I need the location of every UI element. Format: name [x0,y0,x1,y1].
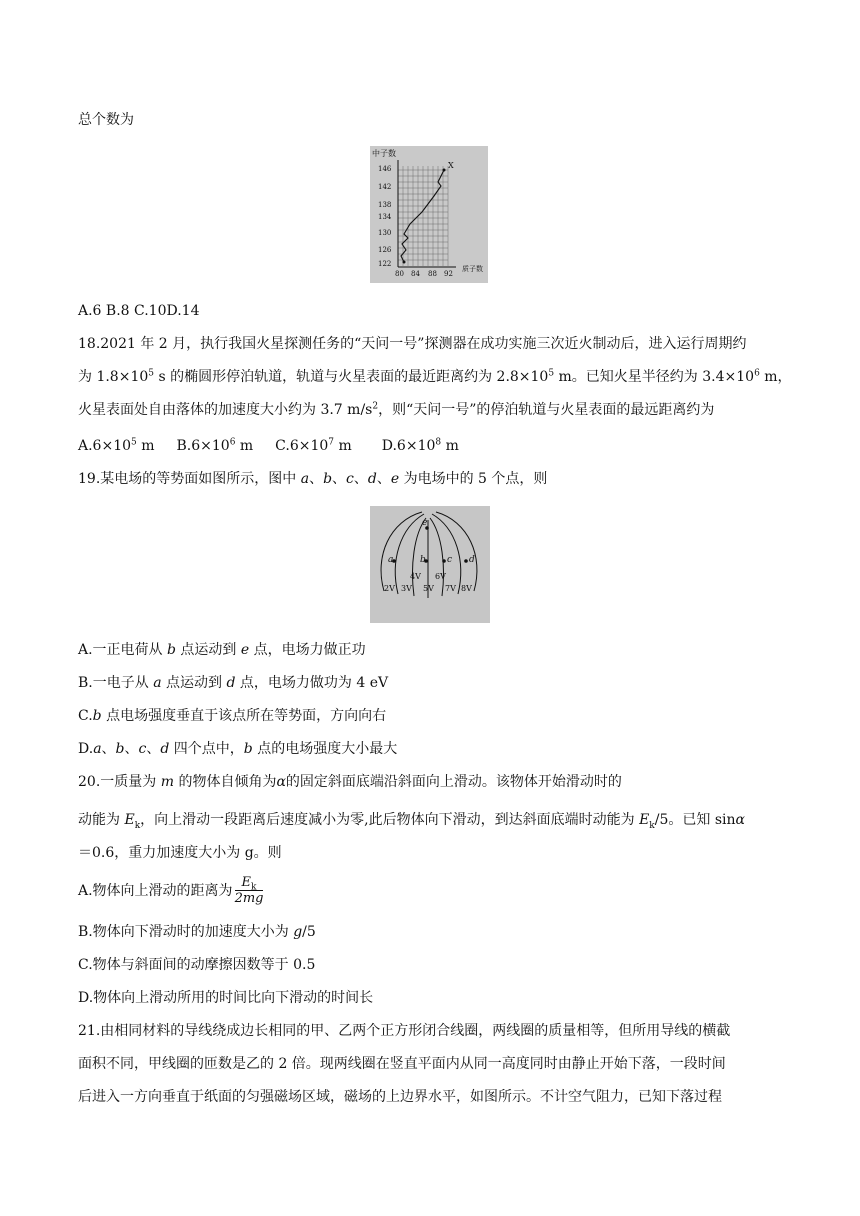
y-tick-label: 122 [378,260,392,268]
q18-option-c: $C.6\times 10^7$ m [275,437,352,454]
q19-option-d: D.a、b、c、d 四个点中，b 点的电场强度大小最大 [78,741,398,757]
q18-stem-line3: 火星表面处自由落体的加速度大小约为 3.7 $m/s^2$，则“天问一号”的停泊轨道与火星表面的最远距离约为 [78,401,715,418]
decay-chain-figure [370,146,488,283]
q19-option-b: B.一电子从 a 点运动到 d 点，电场力做功为 4 eV [78,675,389,691]
x-tick-label: 80 [395,270,404,278]
potential-label: 6V [435,572,446,581]
q21-stem-line3: 后进入一方向垂直于纸面的匀强磁场区域，磁场的上边界水平，如图所示。不计空气阻力，已知下落过程 [78,1089,722,1105]
potential-label: 7V [445,584,456,593]
potential-label: 3V [401,584,412,593]
point-label-a: a [388,555,394,565]
q18-stem-line2: 为 $1.8\times 10^5$ s 的椭圆形停泊轨道，轨道与火星表面的最近距离约为 $2.8\times 10^5$ m。已知火星半径约为 $3.4\times 10^6$ m， [78,368,792,385]
point-label-c: c [447,555,453,565]
x-tick-label: 92 [444,270,453,278]
potential-label: 5V [423,584,434,593]
x-tick-label: 84 [411,270,420,278]
x-tick-label: 88 [428,270,437,278]
point-label-e: e [422,518,428,528]
end-point-label: X [448,161,454,170]
q18-option-a: $A.6\times 10^5$ m [78,437,155,454]
potential-label: 4V [410,572,421,581]
y-tick-label: 134 [378,213,392,221]
y-tick-label: 126 [378,246,392,254]
q19-option-a: A.一正电荷从 b 点运动到 e 点，电场力做正功 [78,642,366,658]
q19-option-c: C.b 点电场强度垂直于该点所在等势面，方向向右 [78,708,387,724]
q20-stem-line2: 动能为 $E_k$，向上滑动一段距离后速度减小为零,此后物体向下滑动，到达斜面底端时动能为 $E_k/5$。已知 sinα [78,812,745,831]
y-axis-title: 中子数 [372,149,396,158]
q20-stem-line3: ＝0.6，重力加速度大小为 g。则 [78,845,282,861]
q20-stem-line1: 20.一质量为 m 的物体自倾角为α的固定斜面底端沿斜面向上滑动。该物体开始滑动时的 [78,774,622,790]
q18-option-b: $B.6\times 10^6$ m [176,437,254,454]
q21-stem-line1: 21.由相同材料的导线绕成边长相同的甲、乙两个正方形闭合线圈，两线圈的质量相等，但所用导线的横截 [78,1023,731,1039]
potential-label: 8V [461,584,472,593]
q20-option-a: A.物体向上滑动的距离为 $\frac{E_k}{2mg}$ [78,875,264,906]
point-label-b: b [420,555,426,565]
potential-label: 2V [384,584,395,593]
point-label-d: d [469,555,475,565]
q21-stem-line2: 面积不同，甲线圈的匝数是乙的 2 倍。现两线圈在竖直平面内从同一高度同时由静止开始下落，一段时间 [78,1056,726,1072]
equipotential-figure [370,506,490,623]
q20-option-c: C.物体与斜面间的动摩擦因数等于 0.5 [78,957,316,973]
y-tick-label: 142 [378,183,392,191]
x-axis-title: 质子数 [462,265,483,273]
q17-options: A.6 B.8 C.10D.14 [78,303,200,319]
y-tick-label: 138 [378,201,392,209]
y-tick-label: 130 [378,229,392,237]
q19-stem: 19.某电场的等势面如图所示，图中 a、b、c、d、e 为电场中的 5 个点，则 [78,471,548,487]
intro-text: 总个数为 [78,112,134,128]
q20-option-d: D.物体向上滑动所用的时间比向下滑动的时间长 [78,990,374,1006]
q18-options [78,436,459,456]
q20-option-b: B.物体向下滑动时的加速度大小为 g/5 [78,924,316,940]
q18-stem-line1: 18.2021 年 2 月，执行我国火星探测任务的“天问一号”探测器在成功实施三次近火制动后，进入运行周期约 [78,336,747,352]
fraction: $\frac{E_k}{2mg}$ [234,875,264,906]
q18-option-d: $D.6\times 10^8$ m [381,437,459,454]
y-tick-label: 146 [378,165,392,173]
